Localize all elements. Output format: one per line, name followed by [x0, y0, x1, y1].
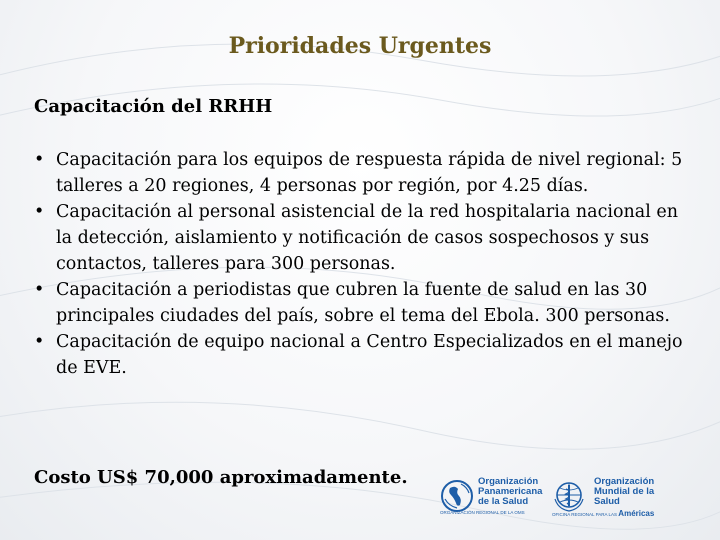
cost-summary: Costo US$ 70,000 aproximadamente.	[34, 467, 408, 488]
who-name: Organización Mundial de la Salud	[594, 476, 655, 507]
list-item: • Capacitación al personal asistencial de la red hospitalaria nacional en la detección, aislamiento y notificación de casos sospechosos y sus contactos, talleres para 300 personas.	[34, 199, 694, 277]
who-logo	[552, 475, 682, 519]
paho-logo	[440, 475, 548, 519]
who-footer-region: Américas	[618, 509, 655, 518]
list-item: • Capacitación de equipo nacional a Centro Especializados en el manejo de EVE.	[34, 329, 694, 381]
who-footer	[552, 509, 654, 518]
bullet-list	[34, 147, 694, 381]
who-footer-text: OFICINA REGIONAL PARA LAS	[552, 512, 618, 517]
paho-footer: ORGANIZACIÓN REGIONAL DE LA OMS	[440, 510, 525, 515]
section-heading: Capacitación del RRHH	[34, 96, 273, 117]
paho-emblem-icon	[440, 479, 474, 513]
who-emblem-icon	[552, 479, 586, 513]
paho-name: Organización Panamericana de la Salud	[478, 476, 543, 507]
page-title: Prioridades Urgentes	[228, 33, 492, 59]
organization-logos	[440, 475, 690, 523]
list-item: • Capacitación a periodistas que cubren la fuente de salud en las 30 principales ciudades del país, sobre el tema del Ebola. 300 personas.	[34, 277, 694, 329]
list-item: • Capacitación para los equipos de respuesta rápida de nivel regional: 5 talleres a 20 regiones, 4 personas por región, por 4.25 días.	[34, 147, 694, 199]
